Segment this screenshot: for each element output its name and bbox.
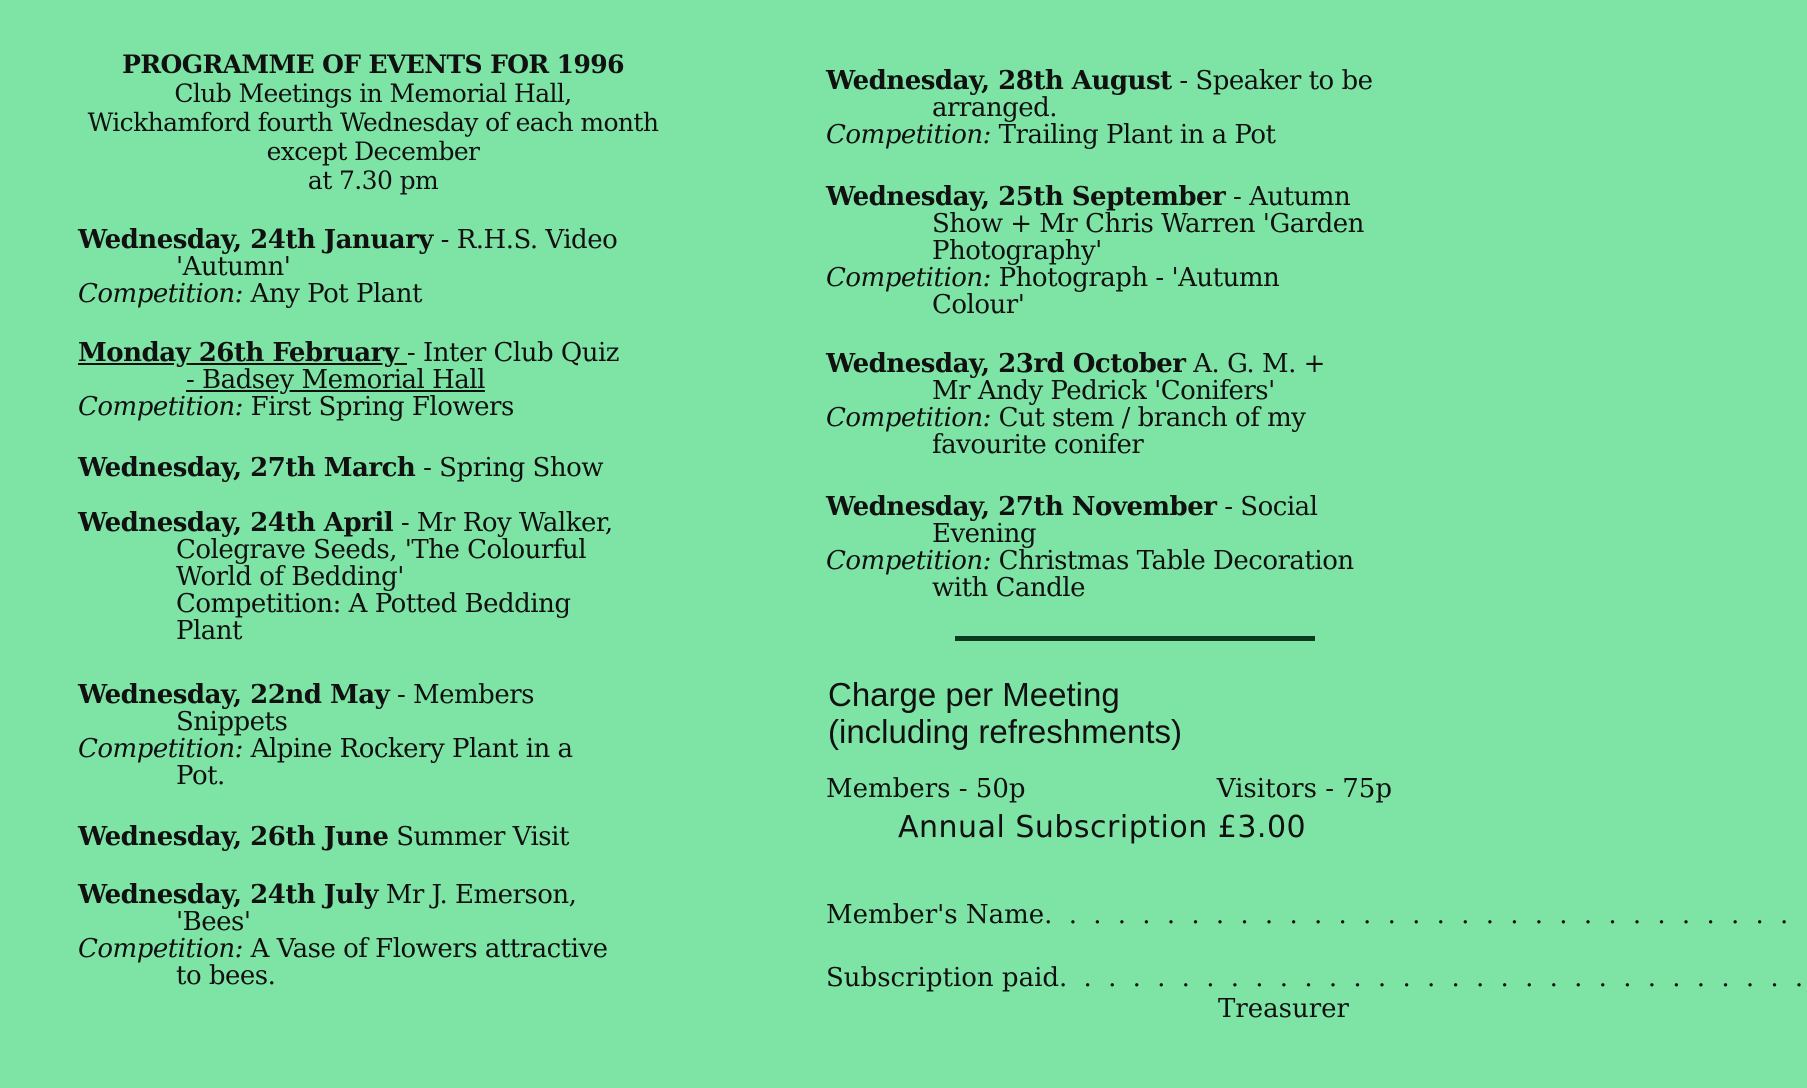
visitors-fee: Visitors - 75p	[1216, 774, 1392, 804]
event-description: Inter Club Quiz	[422, 338, 619, 368]
treasurer-label: Treasurer	[1218, 994, 1349, 1024]
event-item	[826, 184, 1426, 319]
event-item	[826, 494, 1426, 602]
event-headline	[826, 351, 1426, 378]
event-headline	[78, 340, 678, 367]
divider-rule	[955, 636, 1315, 641]
event-competition	[78, 281, 678, 308]
annual-subscription: Annual Subscription £3.00	[898, 810, 1307, 845]
competition-label: Competition:	[78, 392, 243, 422]
competition-label: Competition:	[78, 734, 243, 764]
competition-label: Competition:	[78, 279, 243, 309]
heading-line: Wickhamford fourth Wednesday of each month	[87, 108, 659, 137]
heading-line: except December	[266, 137, 480, 166]
event-competition	[826, 548, 1426, 575]
event-separator: -	[1216, 492, 1241, 522]
competition-text-line: favourite conifer	[932, 430, 1144, 460]
charge-subtitle: (including refreshments)	[828, 713, 1182, 750]
event-headline	[826, 494, 1426, 521]
event-headline	[78, 682, 678, 709]
event-description: Members	[413, 680, 534, 710]
competition-text: A Vase of Flowers attractive	[242, 934, 608, 964]
subscription-paid-label: Subscription paid	[826, 963, 1060, 993]
event-item	[826, 351, 1426, 459]
competition-text-line: with Candle	[932, 573, 1086, 603]
event-description-line: Snippets	[176, 707, 288, 737]
competition-label: Competition:	[826, 263, 991, 293]
charge-title: Charge per Meeting	[828, 676, 1120, 713]
heading-line: at 7.30 pm	[307, 166, 439, 195]
competition-text: Trailing Plant in a Pot	[990, 120, 1276, 150]
event-description: Mr Roy Walker,	[416, 508, 613, 538]
event-date: Wednesday, 25th September	[826, 182, 1226, 212]
event-date: Wednesday, 28th August	[826, 66, 1172, 96]
event-description-line: Colegrave Seeds, 'The Colourful	[176, 535, 587, 565]
event-headline	[826, 184, 1426, 211]
competition-label: Competition:	[826, 546, 991, 576]
event-description: Speaker to be	[1195, 66, 1373, 96]
competition-text-line: to bees.	[176, 961, 276, 991]
competition-text: Alpine Rockery Plant in a	[242, 734, 573, 764]
competition-text-line: Colour'	[932, 290, 1025, 320]
competition-text: Photograph - 'Autumn	[990, 263, 1280, 293]
fees-row	[826, 774, 1392, 804]
event-headline	[78, 455, 678, 482]
heading-line: Club Meetings in Memorial Hall,	[174, 79, 572, 108]
event-description-line: World of Bedding'	[176, 562, 404, 592]
charge-section	[828, 676, 1182, 750]
member-name-dots: . . . . . . . . . . . . . . . . . . . . . . . . . . . . . . .	[1044, 900, 1793, 930]
left-panel	[78, 0, 678, 991]
competition-text: First Spring Flowers	[242, 392, 514, 422]
competition-label: Competition:	[826, 403, 991, 433]
event-description-line: Photography'	[932, 236, 1102, 266]
members-fee: Members - 50p	[826, 774, 1026, 804]
event-venue: - Badsey Memorial Hall	[186, 365, 485, 395]
event-date: Wednesday, 24th April	[78, 508, 394, 538]
event-date: Wednesday, 24th July	[78, 880, 378, 910]
competition-text-line: Pot.	[176, 761, 225, 791]
event-headline	[78, 882, 678, 909]
event-headline	[826, 68, 1426, 95]
event-competition	[78, 936, 678, 963]
subscription-paid-field	[826, 963, 1807, 993]
event-description: A. G. M. +	[1193, 349, 1325, 379]
event-description-line: Show + Mr Chris Warren 'Garden	[932, 209, 1364, 239]
programme-heading	[78, 50, 668, 195]
event-description-line: Competition: A Potted Bedding	[176, 589, 571, 619]
event-description: Spring Show	[439, 453, 603, 483]
event-item	[78, 227, 678, 308]
event-description-line: 'Bees'	[176, 907, 251, 937]
event-description: Social	[1240, 492, 1318, 522]
competition-label: Competition:	[826, 120, 991, 150]
event-competition	[826, 405, 1426, 432]
event-date: Wednesday, 27th March	[78, 453, 416, 483]
event-date: Wednesday, 23rd October	[826, 349, 1186, 379]
competition-text: Christmas Table Decoration	[990, 546, 1354, 576]
programme-title: PROGRAMME OF EVENTS FOR 1996	[122, 50, 624, 79]
competition-label: Competition:	[78, 934, 243, 964]
event-headline	[78, 227, 678, 254]
event-separator: -	[1225, 182, 1250, 212]
member-name-field	[826, 900, 1793, 930]
event-item	[78, 510, 678, 645]
event-date: Wednesday, 22nd May	[78, 680, 390, 710]
event-competition	[78, 394, 678, 421]
event-separator: -	[389, 680, 414, 710]
event-item	[78, 455, 678, 482]
event-description-line: Plant	[176, 616, 243, 646]
event-description-line: Evening	[932, 519, 1037, 549]
event-item	[78, 824, 678, 851]
event-item	[826, 68, 1426, 149]
event-item	[78, 682, 678, 790]
event-description-line: 'Autumn'	[176, 252, 291, 282]
competition-text: Cut stem / branch of my	[990, 403, 1306, 433]
event-description: Summer Visit	[396, 822, 569, 852]
event-description: R.H.S. Video	[456, 225, 618, 255]
event-item	[78, 340, 678, 421]
event-headline	[78, 510, 678, 537]
event-description-line: Mr Andy Pedrick 'Conifers'	[932, 376, 1275, 406]
event-separator: -	[406, 338, 423, 368]
event-description-line: arranged.	[932, 93, 1058, 123]
event-competition	[78, 736, 678, 763]
event-description: Mr J. Emerson,	[385, 880, 577, 910]
event-separator: -	[415, 453, 440, 483]
event-date: Wednesday, 24th January	[78, 225, 433, 255]
member-name-label: Member's Name	[826, 900, 1045, 930]
event-competition	[826, 122, 1426, 149]
event-date: Wednesday, 26th June	[78, 822, 389, 852]
event-date: Wednesday, 27th November	[826, 492, 1217, 522]
event-date: Monday 26th February	[78, 338, 407, 368]
event-separator: -	[393, 508, 417, 538]
event-competition	[826, 265, 1426, 292]
event-headline	[78, 824, 678, 851]
competition-text: Any Pot Plant	[242, 279, 422, 309]
event-separator	[378, 880, 386, 910]
event-description: Autumn	[1249, 182, 1351, 212]
subscription-paid-dots: . . . . . . . . . . . . . . . . . . . . . . . . . . . . . . .	[1059, 963, 1807, 993]
event-separator: -	[432, 225, 457, 255]
event-item	[78, 882, 678, 990]
event-separator: -	[1171, 66, 1196, 96]
